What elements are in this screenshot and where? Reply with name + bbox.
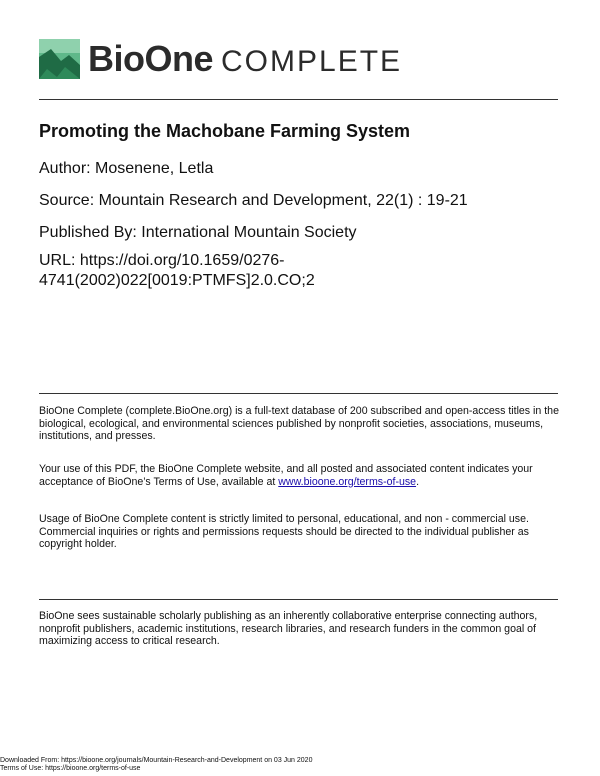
- bioone-logo: [39, 38, 402, 80]
- footer-downloaded: Downloaded From: https://bioone.org/journals/Mountain-Research-and-Development on 03 Jun 2020: [0, 757, 313, 764]
- article-url-line1: URL: https://doi.org/10.1659/0276-: [39, 252, 285, 269]
- article-publisher: Published By: International Mountain Society: [39, 224, 357, 241]
- article-source: Source: Mountain Research and Development, 22(1) : 19-21: [39, 192, 468, 209]
- notice-terms-text: Your use of this PDF, the BioOne Complete website, and all posted and associated content indicates your acceptance of BioOne’s Terms of Use, available at: [39, 463, 533, 488]
- article-url-line2: 4741(2002)022[0019:PTMFS]2.0.CO;2: [39, 272, 315, 289]
- article-url[interactable]: [39, 251, 539, 291]
- brand-bioone: BioOne: [88, 38, 214, 79]
- bioone-mountain-icon: [39, 39, 80, 79]
- brand-complete: COMPLETE: [221, 45, 403, 78]
- article-author: Author: Mosenene, Letla: [39, 160, 214, 177]
- mission-divider: [39, 599, 558, 600]
- notices-divider: [39, 393, 558, 394]
- notice-usage: Usage of BioOne Complete content is strictly limited to personal, educational, and non - commercial use. Commercial inquiries or rights and permissions requests should be directed to the individual publisher as copyright holder.: [39, 513, 529, 550]
- article-title: Promoting the Machobane Farming System: [39, 121, 411, 141]
- notice-terms: [39, 463, 561, 488]
- terms-of-use-link[interactable]: www.bioone.org/terms-of-use: [278, 475, 417, 488]
- footer-terms: Terms of Use: https://bioone.org/terms-of-use: [0, 765, 141, 772]
- notice-mission: BioOne sees sustainable scholarly publishing as an inherently collaborative enterprise connecting authors, nonprofit publishers, academic institutions, research libraries, and research funders in the common goal of maximizing access to critical research.: [39, 610, 538, 647]
- notice-terms-end: .: [416, 475, 420, 488]
- notice-database: BioOne Complete (complete.BioOne.org) is a full-text database of 200 subscribed and open-access titles in the biological, ecological, and environmental sciences published by nonprofit societies, associations, museums, institutions, and presses.: [39, 405, 559, 442]
- header-divider: [39, 99, 558, 100]
